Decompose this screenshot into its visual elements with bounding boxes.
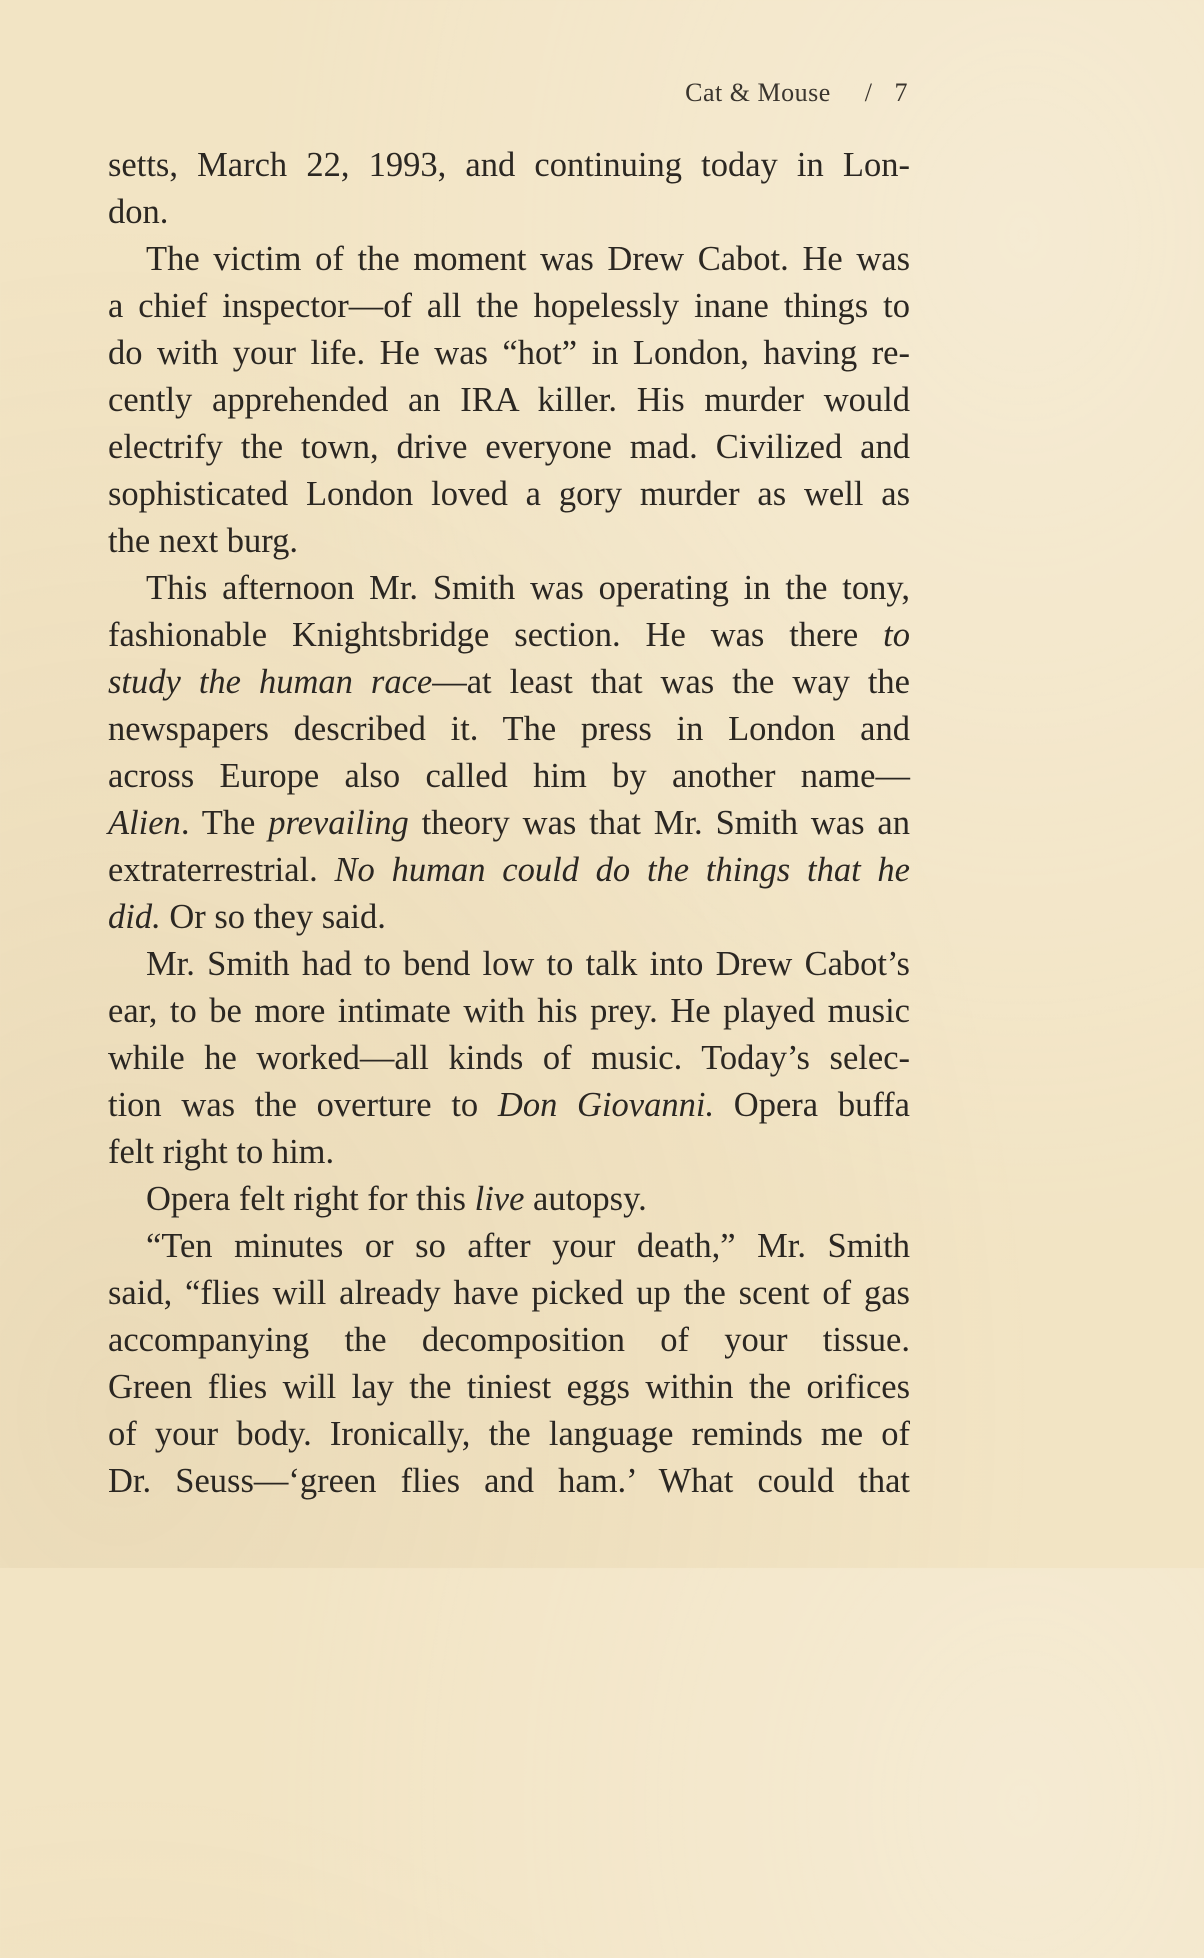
- text-line: fashionable Knightsbridge section. He was there to: [108, 616, 910, 654]
- header-separator: /: [864, 78, 873, 107]
- text-line: The victim of the moment was Drew Cabot. He was: [146, 240, 910, 278]
- text-line: Alien. The prevailing theory was that Mr. Smith was an: [108, 804, 910, 842]
- text-line: newspapers described it. The press in London and: [108, 710, 910, 748]
- book-title: Cat & Mouse: [685, 78, 831, 107]
- text-line: a chief inspector—of all the hopelessly inane things to: [108, 287, 910, 325]
- text-line: did. Or so they said.: [108, 898, 386, 936]
- italic-text: live: [474, 1180, 525, 1218]
- text-line: electrify the town, drive everyone mad. Civilized and: [108, 428, 910, 466]
- text-line: don.: [108, 193, 169, 231]
- text-line: Opera felt right for this live autopsy.: [146, 1180, 647, 1218]
- text-line: “Ten minutes or so after your death,” Mr. Smith: [146, 1227, 910, 1265]
- text-line: cently apprehended an IRA killer. His murder would: [108, 381, 910, 419]
- italic-text: Alien: [108, 804, 181, 842]
- text-line: This afternoon Mr. Smith was operating in the tony,: [146, 569, 910, 607]
- text-line: setts, March 22, 1993, and continuing today in Lon-: [108, 146, 910, 184]
- italic-text: study the human race: [108, 663, 433, 701]
- text-line: tion was the overture to Don Giovanni. Opera buffa: [108, 1086, 910, 1124]
- text-line: study the human race—at least that was the way the: [108, 663, 910, 701]
- text-line: sophisticated London loved a gory murder as well as: [108, 475, 910, 513]
- text-line: across Europe also called him by another name—: [108, 757, 910, 795]
- text-line: said, “flies will already have picked up the scent of gas: [108, 1274, 910, 1312]
- text-line: the next burg.: [108, 522, 299, 560]
- text-line: felt right to him.: [108, 1133, 335, 1171]
- italic-text: No human could do the things that he: [334, 851, 910, 889]
- italic-text: prevailing: [268, 804, 409, 842]
- italic-text: did.: [108, 898, 161, 936]
- text-line: Mr. Smith had to bend low to talk into Drew Cabot’s: [146, 945, 910, 983]
- text-line: accompanying the decomposition of your tissue.: [108, 1321, 910, 1359]
- text-line: of your body. Ironically, the language reminds me of: [108, 1415, 910, 1453]
- text-line: while he worked—all kinds of music. Today’s selec-: [108, 1039, 910, 1077]
- italic-text: Don Giovanni.: [497, 1086, 715, 1124]
- page-number: 7: [894, 78, 908, 107]
- text-line: ear, to be more intimate with his prey. He played music: [108, 992, 910, 1030]
- text-line: Green flies will lay the tiniest eggs within the orifices: [108, 1368, 910, 1406]
- text-line: extraterrestrial. No human could do the things that he: [108, 851, 910, 889]
- text-line: do with your life. He was “hot” in London, having re-: [108, 334, 910, 372]
- italic-text: to: [883, 616, 910, 654]
- text-line: Dr. Seuss—‘green flies and ham.’ What could that: [108, 1462, 910, 1500]
- running-head: [685, 78, 908, 108]
- body-text: [108, 142, 910, 1505]
